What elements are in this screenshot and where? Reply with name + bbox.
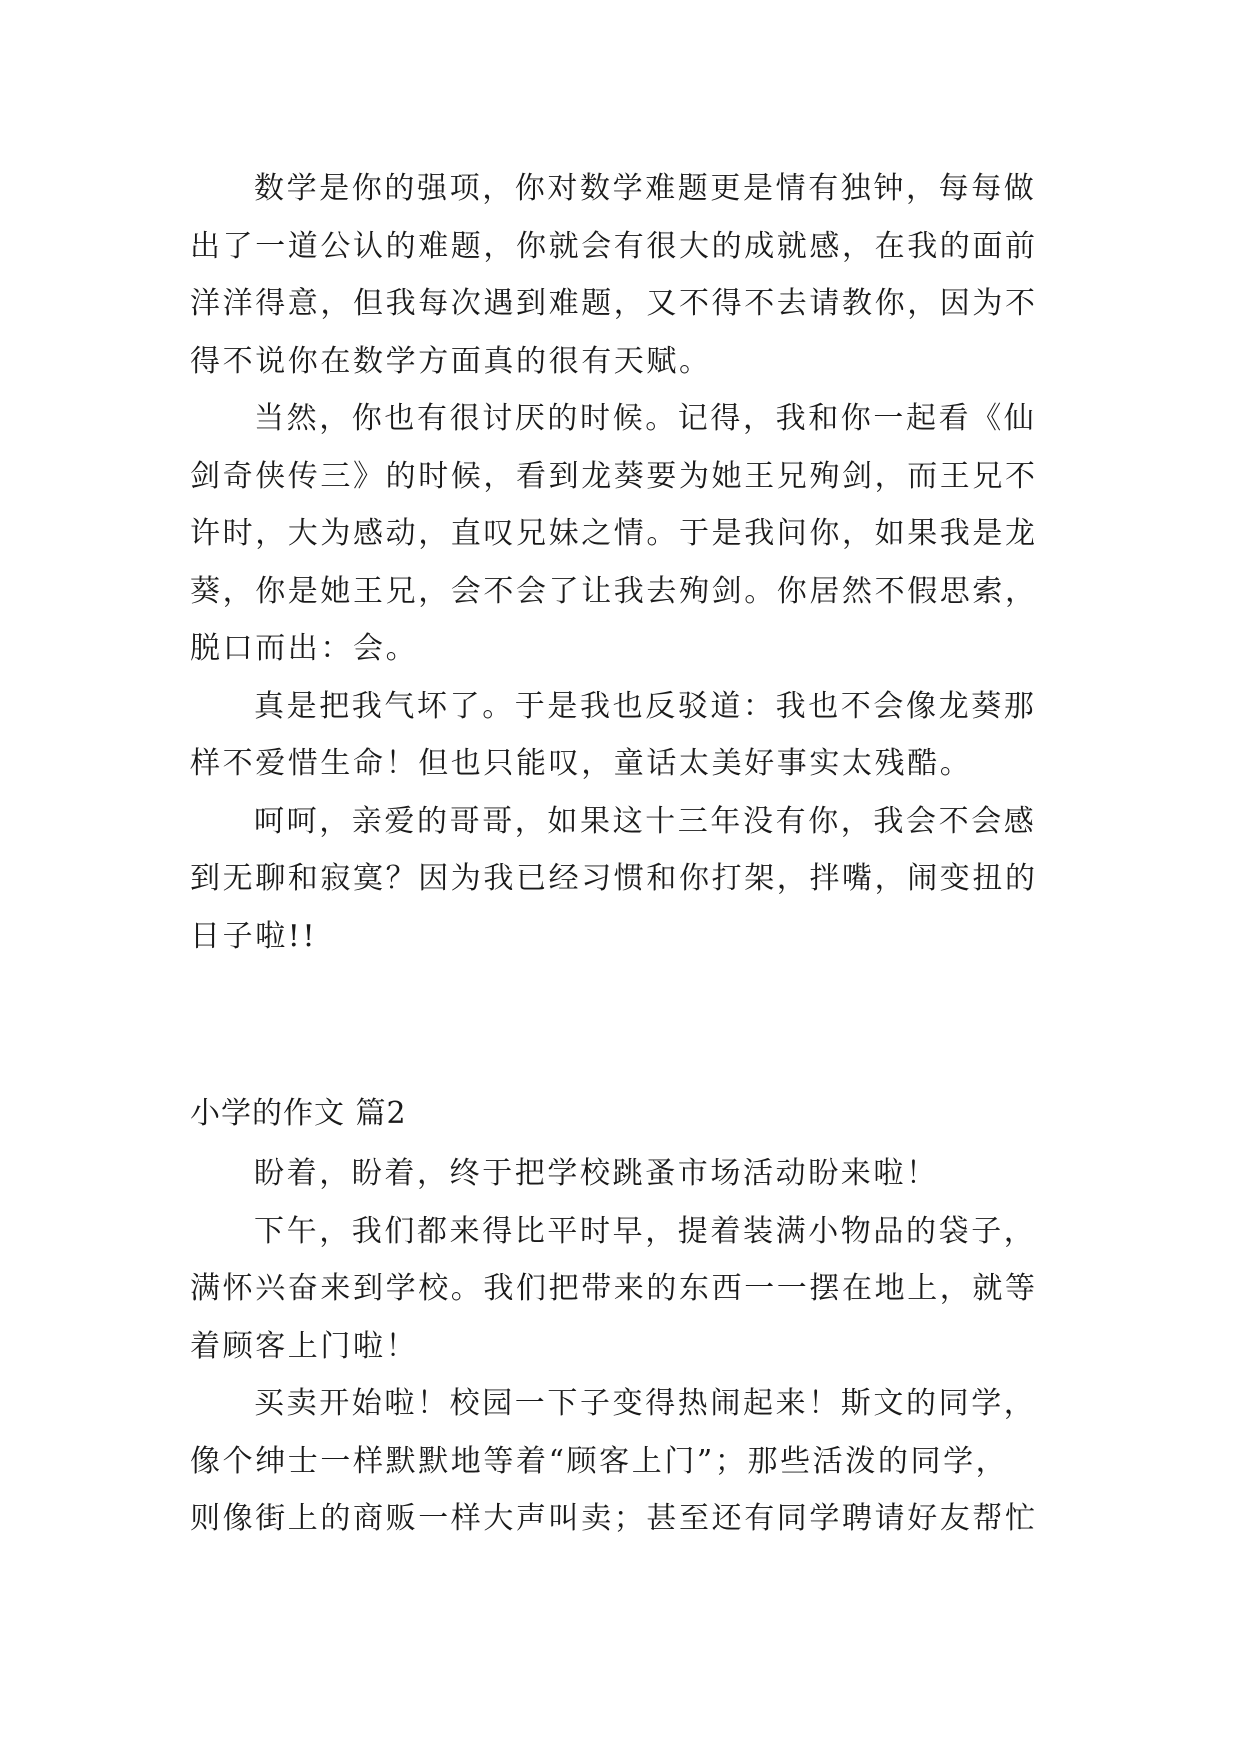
paragraph: 数学是你的强项，你对数学难题更是情有独钟，每每做 出了一道公认的难题，你就会有很大的成就感，在我的面前 洋洋得意，但我每次遇到难题，又不得不去请教你，因为不 得不说你在数学方面真的很有天赋。 [190, 171, 1038, 379]
essay-1-body [190, 160, 1070, 965]
paragraph: 真是把我气坏了。于是我也反驳道：我也不会像龙葵那 样不爱惜生命！但也只能叹，童话太美好事实太残酷。 [190, 688, 1037, 781]
paragraph: 盼着，盼着，终于把学校跳蚤市场活动盼来啦！ [254, 1156, 939, 1191]
essay-2-title: 小学的作文 篇2 [190, 1096, 407, 1131]
paragraph: 下午，我们都来得比平时早，提着装满小物品的袋子， 满怀兴奋来到学校。我们把带来的东西一一摆在地上，就等 着顾客上门啦！ [190, 1213, 1038, 1364]
paragraph: 买卖开始啦！校园一下子变得热闹起来！斯文的同学， 像个绅士一样默默地等着“顾客上门”；那些活泼的同学， 则像街上的商贩一样大声叫卖；甚至还有同学聘请好友帮忙 [190, 1386, 1038, 1536]
paragraph: 呵呵，亲爱的哥哥，如果这十三年没有你，我会不会感 到无聊和寂寞？因为我已经习惯和你打架，拌嘴，闹变扭的 日子啦!! [190, 803, 1038, 954]
paragraph: 当然，你也有很讨厌的时候。记得，我和你一起看《仙 剑奇侠传三》的时候，看到龙葵要为她王兄殉剑，而王兄不 许时，大为感动，直叹兄妹之情。于是我问你，如果我是龙 葵，你是她王兄，会不会了让我去殉剑。你居然不假思索， 脱口而出：会。 [190, 401, 1038, 666]
essay-2-body [190, 1145, 1070, 1548]
